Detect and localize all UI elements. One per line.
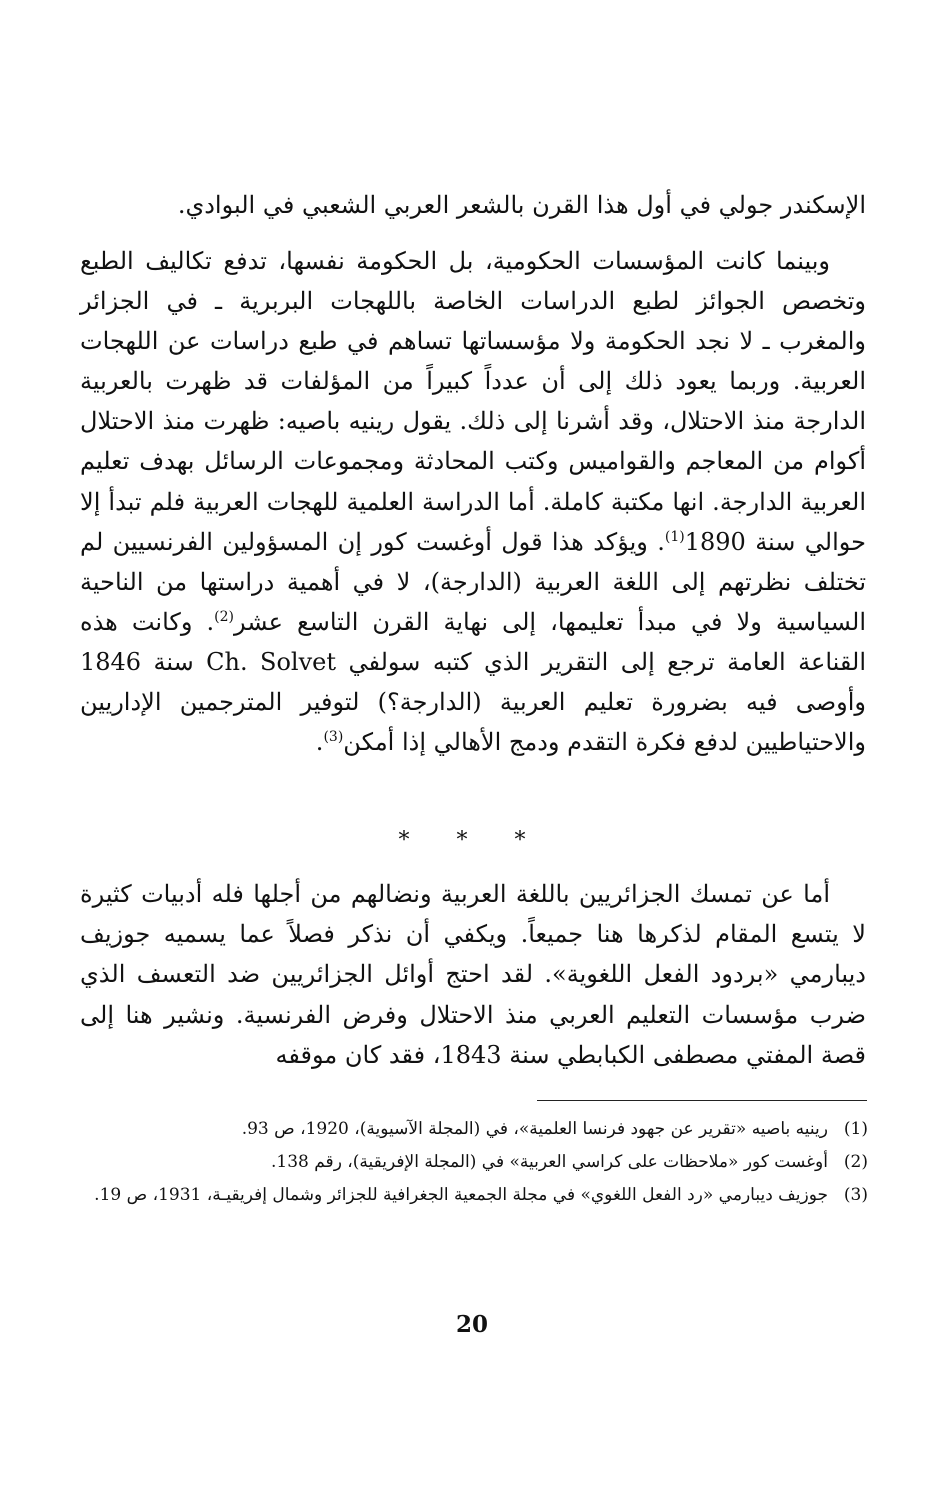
footnote-number: (3) [843,1185,868,1205]
paragraph-main-part-2: . ويؤكد هذا قول أوغست كور إن المسؤولين الفرنسيين لم تختلف نظرتهم إلى اللغة العربية (الدارجة)، لا في أهمية دراستها من الناحية السياسية ولا في مبدأ تعليمها، إلى نهاية القرن التاسع عشر [80,527,866,636]
page-number: 20 [455,1311,488,1338]
intro-line: الإسكندر جولي في أول هذا القرن بالشعر العربي الشعبي في البوادي. [177,191,866,219]
footnote-text: أوغست كور «ملاحظات على كراسي العربية» في (المجلة الإفريقية)، رقم 138. [270,1152,828,1172]
footnote-1 [80,1113,868,1146]
paragraph-main-part-4: . [315,728,324,757]
paragraph-second: أما عن تمسك الجزائريين باللغة العربية ونضالهم من أجلها فله أدبيات كثيرة لا يتسع المقام لذكرها هنا جميعاً. ويكفي أن نذكر فصلاً عما يسميه جوزيف ديبارمي «بردود الفعل اللغوية». لقد احتج أوائل الجزائريين ضد التعسف الذي ضرب مؤسسات التعليم العربي منذ الاحتلال وفرض الفرنسية. ونشير هنا إلى قصة المفتي مصطفى الكبابطي سنة 1843، فقد كان موقفه [80,880,866,1069]
footnote-text: جوزيف ديبارمي «رد الفعل اللغوي» في مجلة الجمعية الجغرافية للجزائر وشمال إفريقيـة، 1931، ص 19. [94,1185,828,1205]
footnote-divider [537,1100,867,1101]
paragraph-main-part-3: . وكانت هذه القناعة العامة ترجع إلى التقرير الذي كتبه سولفي Ch. Solvet سنة 1846 وأوصى فيه بضرورة تعليم العربية (الدارجة؟) لتوفير المترجمين الإداريين والاحتياطيين لدفع فكرة التقدم ودمج الأهالي إذا أمكن [80,607,867,757]
footnote-ref-1: (1) [664,528,685,545]
paragraph-main [80,241,866,762]
footnote-text: رينيه باصيه «تقرير عن جهود فرنسا العلمية»، في (المجلة الآسيوية)، 1920، ص 93. [241,1119,828,1139]
footnote-2 [80,1146,868,1179]
footnotes [80,1113,868,1212]
footnote-ref-2: (2) [214,608,234,625]
section-separator: * * * [398,828,546,853]
paragraph-main-part-1: وبينما كانت المؤسسات الحكومية، بل الحكومة نفسها، تدفع تكاليف الطبع وتخصص الجوائز لطبع الدراسات الخاصة باللهجات البربرية ـ في الجزائر والمغرب ـ لا نجد الحكومة ولا مؤسساتها تساهم في طبع دراسات عن اللهجات العربية. وربما يعود ذلك إلى أن عدداً كبيراً من المؤلفات قد ظهرت بالعربية الدارجة منذ الاحتلال، وقد أشرنا إلى ذلك. يقول رينيه باصيه: ظهرت منذ الاحتلال أكوام من المعاجم والقواميس وكتب المحادثة ومجموعات الرسائل بهدف تعليم العربية الدارجة. انها مكتبة كاملة. أما الدراسة العلمية للهجات العربية فلم تبدأ إلا حوالي سنة 1890 [80,247,866,556]
footnote-ref-3: (3) [323,729,344,746]
footnote-number: (1) [843,1119,868,1139]
footnote-3 [80,1179,868,1212]
footnote-number: (2) [843,1152,868,1172]
